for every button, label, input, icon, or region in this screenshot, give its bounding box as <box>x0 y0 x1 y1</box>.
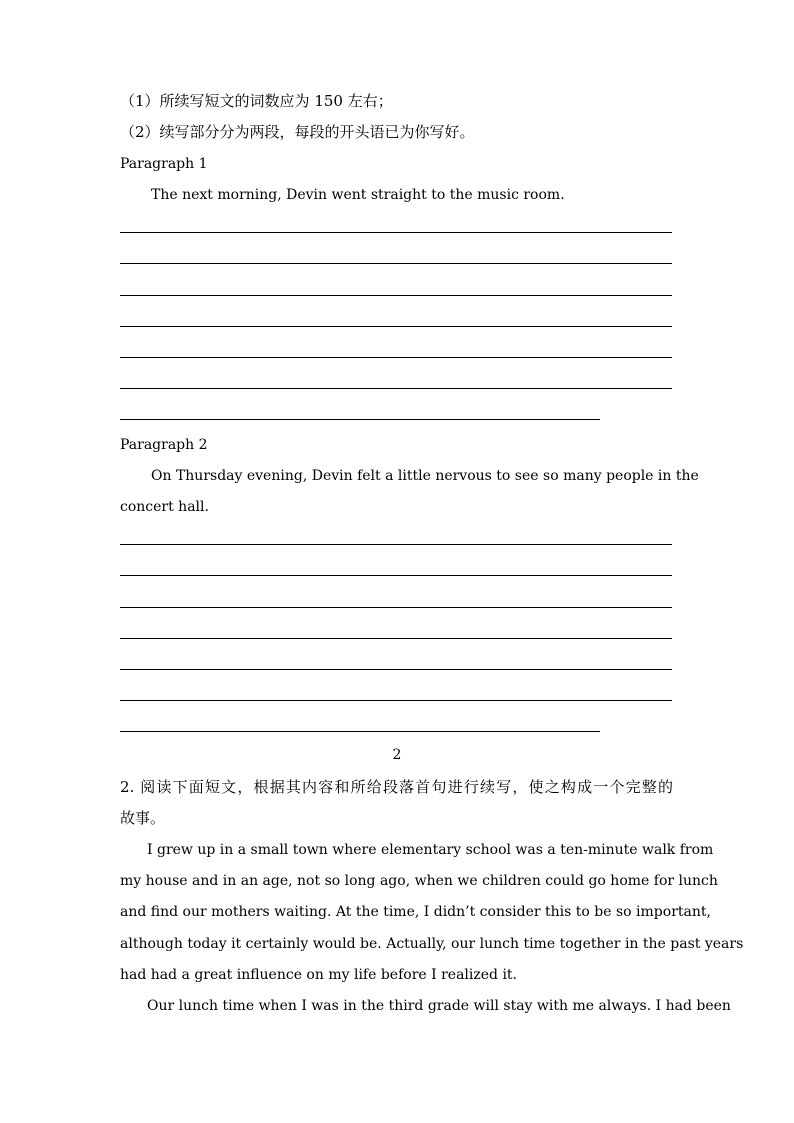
writing-line <box>120 357 672 358</box>
writing-line <box>120 232 672 233</box>
writing-line <box>120 731 600 732</box>
writing-line <box>120 388 672 389</box>
writing-line <box>120 419 600 420</box>
question-2-prompt-line-2: 故事。 <box>120 809 166 827</box>
paragraph-1-heading: Paragraph 1 <box>120 156 208 172</box>
writing-line <box>120 544 672 545</box>
passage-line: Our lunch time when I was in the third grade will stay with me always. I had been <box>147 998 731 1014</box>
writing-line <box>120 607 672 608</box>
writing-line <box>120 669 672 670</box>
passage-line: and find our mothers waiting. At the time, I didn’t consider this to be so important, <box>120 904 711 920</box>
paragraph-1-opening: The next morning, Devin went straight to the music room. <box>151 187 565 203</box>
paragraph-2-opening-line-1: On Thursday evening, Devin felt a little nervous to see so many people in the <box>151 468 699 484</box>
writing-line <box>120 295 672 296</box>
requirement-1: （1）所续写短文的词数应为 150 左右； <box>120 92 393 110</box>
paragraph-2-heading: Paragraph 2 <box>120 437 208 453</box>
passage-line: my house and in an age, not so long ago, when we children could go home for lunch <box>120 873 718 889</box>
writing-line <box>120 263 672 264</box>
passage-line: although today it certainly would be. Actually, our lunch time together in the past years <box>120 936 744 952</box>
passage-line: I grew up in a small town where elementary school was a ten-minute walk from <box>147 842 714 858</box>
passage-line: had had a great influence on my life before I realized it. <box>120 967 518 983</box>
writing-line <box>120 700 672 701</box>
writing-line <box>120 638 672 639</box>
page-number: 2 <box>392 747 402 763</box>
paragraph-2-opening-line-2: concert hall. <box>120 499 209 515</box>
writing-line <box>120 575 672 576</box>
writing-line <box>120 326 672 327</box>
question-2-prompt-line-1: 2. 阅读下面短文，根据其内容和所给段落首句进行续写，使之构成一个完整的 <box>120 778 673 796</box>
requirement-2: （2）续写部分分为两段，每段的开头语已为你写好。 <box>120 123 475 141</box>
